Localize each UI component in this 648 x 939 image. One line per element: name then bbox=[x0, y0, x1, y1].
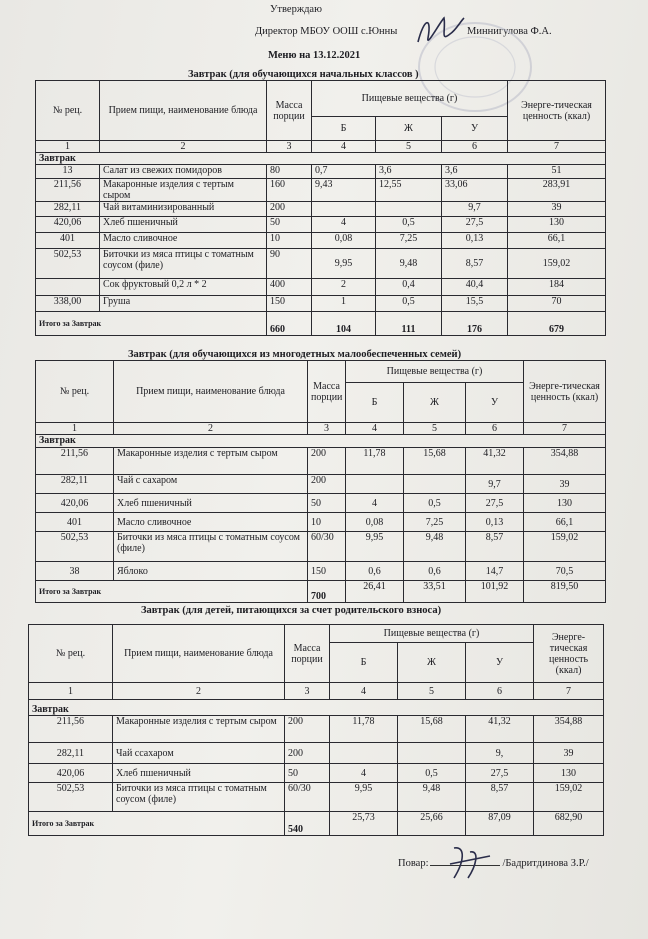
row-energy: 70,5 bbox=[524, 562, 606, 581]
director-signature bbox=[410, 12, 470, 52]
total-row bbox=[29, 812, 604, 836]
menu-date-title: Меню на 13.12.2021 bbox=[268, 50, 361, 61]
total-zh: 25,66 bbox=[398, 812, 466, 836]
row-energy: 159,02 bbox=[524, 532, 606, 562]
row-u: 27,5 bbox=[466, 494, 524, 513]
row-dish: Сок фруктовый 0,2 л * 2 bbox=[100, 279, 267, 296]
row-mass: 150 bbox=[308, 562, 346, 581]
row-zh: 9,48 bbox=[404, 532, 466, 562]
row-energy: 354,88 bbox=[534, 716, 604, 743]
col-number: 7 bbox=[524, 423, 606, 435]
row-zh bbox=[398, 743, 466, 764]
row-u: 9,7 bbox=[442, 202, 508, 217]
col-number: 5 bbox=[398, 683, 466, 700]
row-energy: 39 bbox=[534, 743, 604, 764]
total-energy: 819,50 bbox=[524, 581, 606, 603]
total-energy: 679 bbox=[508, 312, 606, 336]
header-nutrients: Пищевые вещества (г) bbox=[330, 625, 534, 643]
row-zh: 12,55 bbox=[376, 179, 442, 202]
row-energy: 283,91 bbox=[508, 179, 606, 202]
row-zh: 0,5 bbox=[398, 764, 466, 783]
menu-table-1 bbox=[35, 80, 606, 336]
row-dish: Хлеб пшеничный bbox=[113, 764, 285, 783]
row-zh: 7,25 bbox=[376, 233, 442, 249]
header-mass: Масса порции bbox=[267, 81, 312, 141]
row-zh: 9,48 bbox=[376, 249, 442, 279]
row-dish: Груша bbox=[100, 296, 267, 312]
meal-label: Завтрак bbox=[36, 153, 606, 165]
total-b: 26,41 bbox=[346, 581, 404, 603]
table-row bbox=[36, 532, 606, 562]
row-b: 9,95 bbox=[346, 532, 404, 562]
section-1-title: Завтрак (для обучающихся начальных классов ) bbox=[188, 69, 419, 80]
header-energy: Энерге-тическая ценность (ккал) bbox=[534, 625, 604, 683]
row-energy: 159,02 bbox=[534, 783, 604, 812]
header-zh: Ж bbox=[376, 117, 442, 141]
row-num: 401 bbox=[36, 233, 100, 249]
row-u: 9, bbox=[466, 743, 534, 764]
row-zh: 0,6 bbox=[404, 562, 466, 581]
row-b: 0,08 bbox=[312, 233, 376, 249]
header-b: Б bbox=[330, 643, 398, 683]
row-mass: 200 bbox=[308, 448, 346, 475]
row-mass: 150 bbox=[267, 296, 312, 312]
row-mass: 200 bbox=[285, 716, 330, 743]
total-label: Итого за Завтрак bbox=[32, 819, 95, 828]
row-mass: 200 bbox=[308, 475, 346, 494]
col-number: 2 bbox=[100, 141, 267, 153]
row-u: 8,57 bbox=[466, 783, 534, 812]
row-energy: 184 bbox=[508, 279, 606, 296]
row-zh: 0,4 bbox=[376, 279, 442, 296]
row-dish: Масло сливочное bbox=[100, 233, 267, 249]
row-num: 282,11 bbox=[36, 202, 100, 217]
row-energy: 51 bbox=[508, 165, 606, 179]
row-zh: 15,68 bbox=[404, 448, 466, 475]
table-row bbox=[36, 233, 606, 249]
row-b: 11,78 bbox=[346, 448, 404, 475]
row-num: 282,11 bbox=[36, 475, 114, 494]
row-num: 420,06 bbox=[36, 217, 100, 233]
header-zh: Ж bbox=[404, 383, 466, 423]
row-b: 9,95 bbox=[312, 249, 376, 279]
row-dish: Яблоко bbox=[114, 562, 308, 581]
col-number: 4 bbox=[330, 683, 398, 700]
col-number: 6 bbox=[466, 683, 534, 700]
total-row bbox=[36, 312, 606, 336]
header-u: У bbox=[466, 383, 524, 423]
table-row bbox=[29, 743, 604, 764]
header-mass: Масса порции bbox=[285, 625, 330, 683]
row-b: 1 bbox=[312, 296, 376, 312]
col-number: 3 bbox=[308, 423, 346, 435]
row-dish: Биточки из мяса птицы с томатным соусом (филе) bbox=[100, 249, 267, 279]
col-number: 4 bbox=[312, 141, 376, 153]
row-energy: 39 bbox=[508, 202, 606, 217]
row-u: 9,7 bbox=[466, 475, 524, 494]
menu-table-2 bbox=[35, 360, 606, 603]
row-mass: 90 bbox=[267, 249, 312, 279]
row-u: 8,57 bbox=[442, 249, 508, 279]
row-num: 502,53 bbox=[36, 532, 114, 562]
row-energy: 130 bbox=[508, 217, 606, 233]
row-u: 8,57 bbox=[466, 532, 524, 562]
total-label: Итого за Завтрак bbox=[39, 319, 102, 328]
total-u: 176 bbox=[442, 312, 508, 336]
table-row bbox=[36, 217, 606, 233]
total-b: 104 bbox=[312, 312, 376, 336]
header-mass: Масса порции bbox=[308, 361, 346, 423]
col-number: 6 bbox=[442, 141, 508, 153]
header-u: У bbox=[466, 643, 534, 683]
col-number: 1 bbox=[29, 683, 113, 700]
total-zh: 33,51 bbox=[404, 581, 466, 603]
row-mass: 160 bbox=[267, 179, 312, 202]
total-b: 25,73 bbox=[330, 812, 398, 836]
header-num: № рец. bbox=[29, 625, 113, 683]
row-dish: Масло сливочное bbox=[114, 513, 308, 532]
row-b bbox=[330, 743, 398, 764]
row-b: 4 bbox=[346, 494, 404, 513]
header-energy: Энерге-тическая ценность (ккал) bbox=[524, 361, 606, 423]
row-mass: 60/30 bbox=[285, 783, 330, 812]
cook-label: Повар: bbox=[398, 858, 429, 869]
table-row bbox=[36, 179, 606, 202]
row-zh: 0,5 bbox=[376, 296, 442, 312]
row-b: 0,7 bbox=[312, 165, 376, 179]
cook-signature bbox=[440, 842, 500, 882]
header-energy: Энерге-тическая ценность (ккал) bbox=[508, 81, 606, 141]
table-row bbox=[36, 513, 606, 532]
director-name: Миннигулова Ф.А. bbox=[467, 26, 552, 37]
menu-table-3 bbox=[28, 624, 604, 836]
row-u: 0,13 bbox=[442, 233, 508, 249]
col-number: 2 bbox=[113, 683, 285, 700]
row-num: 282,11 bbox=[29, 743, 113, 764]
header-u: У bbox=[442, 117, 508, 141]
row-b bbox=[346, 475, 404, 494]
row-num: 38 bbox=[36, 562, 114, 581]
total-zh: 111 bbox=[376, 312, 442, 336]
col-number: 4 bbox=[346, 423, 404, 435]
col-number: 5 bbox=[376, 141, 442, 153]
row-dish: Макаронные изделия с тертым сыром bbox=[114, 448, 308, 475]
row-u: 0,13 bbox=[466, 513, 524, 532]
table-row bbox=[36, 249, 606, 279]
row-u: 33,06 bbox=[442, 179, 508, 202]
director-title: Директор МБОУ ООШ с.Юнны bbox=[255, 26, 398, 37]
row-energy: 159,02 bbox=[508, 249, 606, 279]
header-nutrients: Пищевые вещества (г) bbox=[312, 81, 508, 117]
total-u: 101,92 bbox=[466, 581, 524, 603]
row-energy: 39 bbox=[524, 475, 606, 494]
row-b: 11,78 bbox=[330, 716, 398, 743]
row-u: 40,4 bbox=[442, 279, 508, 296]
row-zh bbox=[404, 475, 466, 494]
row-energy: 70 bbox=[508, 296, 606, 312]
row-dish: Чай витаминизированный bbox=[100, 202, 267, 217]
row-num bbox=[36, 279, 100, 296]
row-zh: 7,25 bbox=[404, 513, 466, 532]
row-dish: Чай с сахаром bbox=[114, 475, 308, 494]
row-num: 401 bbox=[36, 513, 114, 532]
total-energy: 682,90 bbox=[534, 812, 604, 836]
row-energy: 66,1 bbox=[508, 233, 606, 249]
total-label: Итого за Завтрак bbox=[39, 587, 102, 596]
row-u: 27,5 bbox=[466, 764, 534, 783]
col-number: 6 bbox=[466, 423, 524, 435]
row-zh bbox=[376, 202, 442, 217]
row-mass: 50 bbox=[267, 217, 312, 233]
row-mass: 60/30 bbox=[308, 532, 346, 562]
director-line bbox=[255, 26, 552, 37]
row-b: 4 bbox=[330, 764, 398, 783]
row-b: 0,08 bbox=[346, 513, 404, 532]
row-dish: Биточки из мяса птицы с томатным соусом (филе) bbox=[113, 783, 285, 812]
row-b: 4 bbox=[312, 217, 376, 233]
col-number: 1 bbox=[36, 423, 114, 435]
row-b: 0,6 bbox=[346, 562, 404, 581]
row-dish: Биточки из мяса птицы с томатным соусом (филе) bbox=[114, 532, 308, 562]
header-b: Б bbox=[346, 383, 404, 423]
row-mass: 80 bbox=[267, 165, 312, 179]
section-2-title: Завтрак (для обучающихся из многодетных малообеспеченных семей) bbox=[128, 349, 462, 360]
row-b: 9,43 bbox=[312, 179, 376, 202]
table-row bbox=[36, 494, 606, 513]
approve-label: Утверждаю bbox=[270, 4, 322, 15]
col-number: 7 bbox=[508, 141, 606, 153]
total-mass: 540 bbox=[285, 812, 330, 836]
header-dish: Прием пищи, наименование блюда bbox=[100, 81, 267, 141]
row-zh: 15,68 bbox=[398, 716, 466, 743]
total-u: 87,09 bbox=[466, 812, 534, 836]
row-mass: 200 bbox=[267, 202, 312, 217]
row-num: 338,00 bbox=[36, 296, 100, 312]
table-row bbox=[29, 764, 604, 783]
row-u: 27,5 bbox=[442, 217, 508, 233]
table-row bbox=[36, 475, 606, 494]
row-dish: Макаронные изделия с тертым сыром bbox=[113, 716, 285, 743]
row-zh: 0,5 bbox=[404, 494, 466, 513]
header-dish: Прием пищи, наименование блюда bbox=[113, 625, 285, 683]
row-b: 9,95 bbox=[330, 783, 398, 812]
section-3-title: Завтрак (для детей, питающихся за счет родительского взноса) bbox=[141, 605, 442, 616]
row-energy: 66,1 bbox=[524, 513, 606, 532]
row-num: 211,56 bbox=[29, 716, 113, 743]
row-dish: Чай ссахаром bbox=[113, 743, 285, 764]
col-number: 7 bbox=[534, 683, 604, 700]
row-num: 211,56 bbox=[36, 179, 100, 202]
table-row bbox=[36, 448, 606, 475]
row-u: 41,32 bbox=[466, 716, 534, 743]
cook-name: /Бадритдинова З.Р./ bbox=[502, 858, 589, 869]
row-u: 41,32 bbox=[466, 448, 524, 475]
table-row bbox=[36, 562, 606, 581]
header-zh: Ж bbox=[398, 643, 466, 683]
col-number: 2 bbox=[114, 423, 308, 435]
row-mass: 50 bbox=[285, 764, 330, 783]
col-number: 3 bbox=[267, 141, 312, 153]
table-row bbox=[36, 296, 606, 312]
header-num: № рец. bbox=[36, 81, 100, 141]
row-zh: 0,5 bbox=[376, 217, 442, 233]
row-mass: 50 bbox=[308, 494, 346, 513]
meal-label: Завтрак bbox=[29, 700, 604, 716]
row-energy: 130 bbox=[524, 494, 606, 513]
row-energy: 130 bbox=[534, 764, 604, 783]
row-num: 211,56 bbox=[36, 448, 114, 475]
row-mass: 400 bbox=[267, 279, 312, 296]
meal-label: Завтрак bbox=[36, 435, 606, 448]
row-u: 14,7 bbox=[466, 562, 524, 581]
row-dish: Хлеб пшеничный bbox=[100, 217, 267, 233]
row-num: 502,53 bbox=[36, 249, 100, 279]
row-mass: 200 bbox=[285, 743, 330, 764]
row-b bbox=[312, 202, 376, 217]
table-row bbox=[36, 165, 606, 179]
header-nutrients: Пищевые вещества (г) bbox=[346, 361, 524, 383]
row-u: 3,6 bbox=[442, 165, 508, 179]
row-num: 420,06 bbox=[29, 764, 113, 783]
row-num: 420,06 bbox=[36, 494, 114, 513]
col-number: 5 bbox=[404, 423, 466, 435]
header-b: Б bbox=[312, 117, 376, 141]
row-dish: Салат из свежих помидоров bbox=[100, 165, 267, 179]
row-mass: 10 bbox=[267, 233, 312, 249]
total-mass: 700 bbox=[308, 581, 346, 603]
header-dish: Прием пищи, наименование блюда bbox=[114, 361, 308, 423]
col-number: 3 bbox=[285, 683, 330, 700]
total-row bbox=[36, 581, 606, 603]
table-row bbox=[36, 202, 606, 217]
row-dish: Макаронные изделия с тертым сыром bbox=[100, 179, 267, 202]
table-row bbox=[36, 279, 606, 296]
row-dish: Хлеб пшеничный bbox=[114, 494, 308, 513]
table-row bbox=[29, 716, 604, 743]
row-num: 13 bbox=[36, 165, 100, 179]
row-u: 15,5 bbox=[442, 296, 508, 312]
row-mass: 10 bbox=[308, 513, 346, 532]
header-num: № рец. bbox=[36, 361, 114, 423]
row-b: 2 bbox=[312, 279, 376, 296]
col-number: 1 bbox=[36, 141, 100, 153]
row-zh: 9,48 bbox=[398, 783, 466, 812]
total-mass: 660 bbox=[267, 312, 312, 336]
row-zh: 3,6 bbox=[376, 165, 442, 179]
row-num: 502,53 bbox=[29, 783, 113, 812]
table-row bbox=[29, 783, 604, 812]
row-energy: 354,88 bbox=[524, 448, 606, 475]
